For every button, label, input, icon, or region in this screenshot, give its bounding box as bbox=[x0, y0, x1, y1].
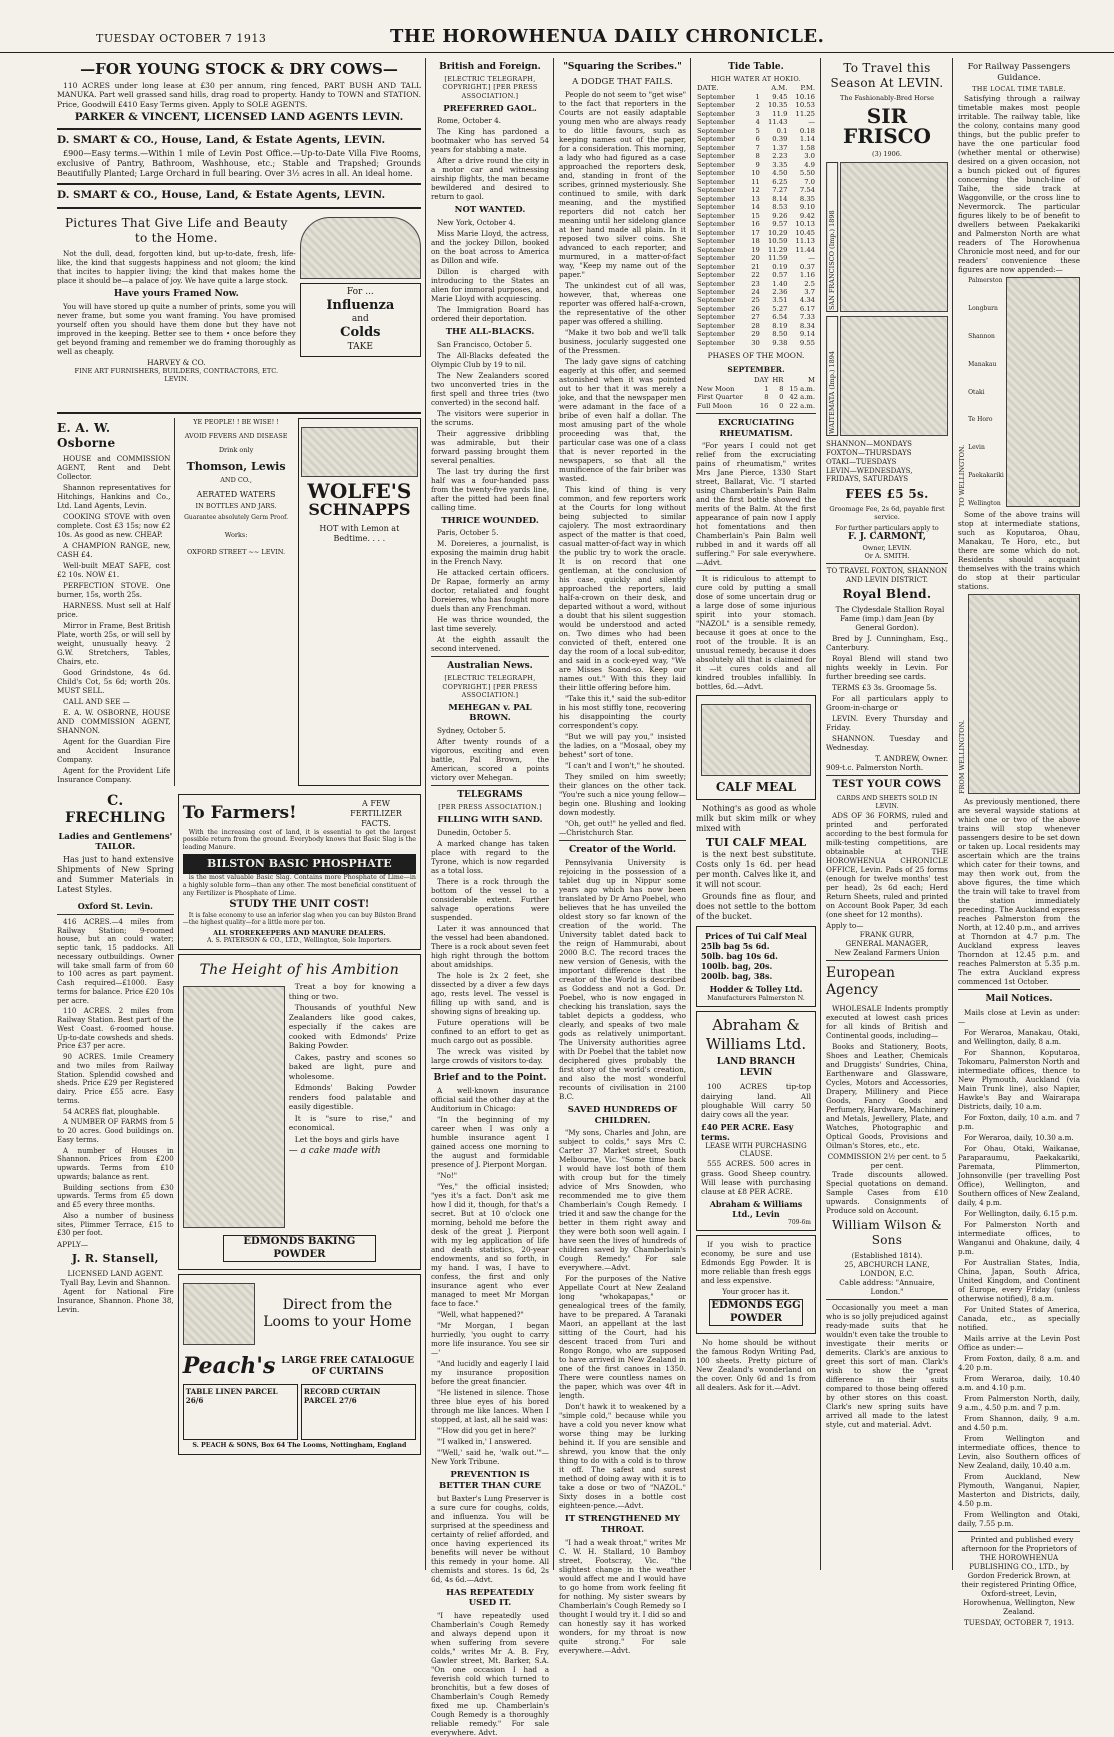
tide-cell: September bbox=[697, 92, 735, 101]
tide-cell: 9.57 bbox=[772, 220, 788, 229]
tide-cell: 21 bbox=[751, 262, 760, 271]
tui-calf-meal-advert: CALF MEAL bbox=[696, 695, 816, 800]
tide-cell: September bbox=[697, 262, 735, 271]
tide-cell: September bbox=[697, 109, 735, 118]
tide-cell: September bbox=[697, 135, 735, 144]
tide-cell: September bbox=[697, 271, 735, 280]
young-stock-text: 110 ACRES under long lease at £30 per annum, ring fenced, PART BUSH AND TALL MANUKA. Part well grassed sand hills, drag road to property. Handy to TOWN and STATION. Price, Goodwill £410 Easy Terms given. Apply to SOLE AGENTS. bbox=[57, 80, 421, 109]
young-stock-heading: —FOR YOUNG STOCK & DRY COWS— bbox=[80, 60, 398, 78]
tide-cell: September bbox=[697, 118, 735, 127]
pictures-text: Not the dull, dead, forgotten kind, but up-to-date, fresh, life-like, the kind that suggests happiness and not gloom; the kind that incites to happier living; the kind that makes home the place it should be—a palace of joy. We have quite a large stock. bbox=[57, 248, 296, 285]
tide-cell: 0.19 bbox=[772, 262, 788, 271]
tide-cell: 7.27 bbox=[772, 186, 788, 195]
moon-phase-cell: 1 bbox=[764, 384, 769, 393]
moon-phase-cell: 8 bbox=[764, 393, 769, 402]
tide-cell: 9 bbox=[755, 160, 760, 169]
tide-row bbox=[696, 237, 816, 245]
tide-cell: 19 bbox=[751, 245, 760, 254]
tide-cell: 13 bbox=[751, 194, 760, 203]
tide-cell: September bbox=[697, 245, 735, 254]
timetable-from-wellington: FROM WELLINGTON. bbox=[958, 594, 1080, 794]
bilston-advert: To Farmers! A FEW FERTILIZER FACTS. With the increasing cost of land, it is essential to get the largest possible return from the ground. Everybody knows that Basic Slag is the leading Manure. BILSTON BASIC PHOSPHATE is the most valuable Basic Slag. Contains more Phosphate of Lime—in a highly soluble form—than any other. The most beneficial constituent of any Fertilizer is Phosphate of Lime. STUDY THE UNIT COST! It is false economy to use an inferior slag when you can buy Bilston Brand—the highest quality—for a little more per ton. ALL STOREKEEPERS AND MANURE DEALERS. A. S. PATERSON & CO., LTD., Wellington, Sole Importers. bbox=[178, 794, 421, 950]
tide-cell: 10.53 bbox=[795, 101, 815, 110]
tide-cell: 1.40 bbox=[772, 279, 788, 288]
tide-cell: 10.16 bbox=[795, 92, 815, 101]
railway-column: For Railway Passengers Guidance. THE LOCAL TIME TABLE. Satisfying through a railway timetable makes most people irritable. The railway table, like the colony, contains many good things, but the public prefer to have the one particular food (whether mental or otherwise) desired on a given occasion, not a bunch picked out of figures concerning the bunch-line of Taihe, the side track at Waggonville, or the cross line to Nevermorck. The particular figures likely to be of benefit to dwellers between Paekakariki and Palmerston North are what readers of The Horowhenua Chronicle most need, and for our readers' convenience these figures are now appended:— TO WELLINGTON. Palmerston Longburn Shannon Manakau Otaki Te Horo Levin Paekakariki Wellington Some of the above trains will stop at intermediate stations, such as Koputaroa, Ohau, Manakau, Te Horo, etc., but there are some which do not. Residents should acquaint themselves with the trains which do stop at their particular stations. FROM WELLINGTON. As previously mentioned, there are several wayside stations at which one or two of the above trains will stop whenever passengers desire to be set down or taken up. Local residents may ascertain which are the trains which cater for their towns, and may then work out, from the above figures, the time which the train will take to travel from the station immediately preceding. The Auckland express reaches Palmerston from the North, at 12.40 p.m., and arrives at Thorndon at 4.7 p.m. The Auckland express leaves Thorndon at 12.45 p.m. and reaches Palmerston at 5.35 p.m. The extra Auckland express commenced 1st October. Mail Notices. Mails close at Levin as under:— For Weraroa, Manakau, Otaki, and Wellington, daily, 8 a.m. For Shannon, Koputaroa, Tokomaru, Palmerston North and intermediate offices, thence to New Plymouth, Auckland (via Main Trunk line), also Napier, Hawke's Bay and Wairarapa Districts, daily, 10 a.m. For Foxton, daily, 10 a.m. and 7 p.m. For Weraroa, daily, 10.30 a.m. For Ohau, Otaki, Waikanae, Paraparaumu, Paekakariki, Paremata, Plimmerton, Johnsonville (per travelling Post Office), Wellington, and Southern offices of New Zealand, daily, 4 p.m. For Wellington, daily, 6.15 p.m. For Palmerston North and intermediate offices, to Wanganui and Ohakune, daily, 4 p.m. For Australian States, India, China, Japan, South Africa, United Kingdom, and Continent of Europe, every Friday (unless otherwise notified), 8 a.m. For United States of America, Canada, etc., as specially notified. Mails arrive at the Levin Post Office as under:— From Foxton, daily, 8 a.m. and 4.20 p.m. From Weraroa, daily, 10.40 a.m. and 4.10 p.m. From Palmerston North, daily, 9 a.m., 4.50 p.m. and 7 p.m. From Shannon, daily, 9 a.m. and 4.50 p.m. From Wellington and intermediate offices, thence to Levin, also Southern offices of New Zealand, daily, 10.40 a.m. From Auckland, New Plymouth, Wanganui, Napier, Masterton and Districts, daily, 4.50 p.m. From Wellington and Otaki, daily, 7.55 p.m. Printed and published every afternoon for the Proprietors of THE HOROWHENUA PUBLISHING CO., LTD., by Gordon Frederick Brown, at their registered Printing Office, Oxford-street, Levin, Horowhenua, Wellington, New Zealand. TUESDAY, OCTOBER 7, 1913. bbox=[958, 62, 1080, 1627]
newspaper-title: THE HOROWHENUA DAILY CHRONICLE. bbox=[390, 26, 825, 47]
smart-agents-heading: D. SMART & CO., House, Land, & Estate Agents, LEVIN. bbox=[57, 134, 386, 147]
pictures-advert bbox=[57, 213, 296, 408]
tide-cell: 0.57 bbox=[772, 271, 788, 280]
tide-cell: 3.51 bbox=[772, 296, 788, 305]
tide-cell: September bbox=[697, 152, 735, 161]
tide-row bbox=[696, 280, 816, 288]
tide-cell: September bbox=[697, 203, 735, 212]
tide-row bbox=[696, 186, 816, 194]
edmonds-ambition-advert: The Height of his Ambition Treat a boy for knowing a thing or two. Thousands of youthful New Zealanders like good cakes, especially if the cakes are cooked with Edmonds' Prize Baking Powder. Cakes, pastry and scones so baked are light, pure and wholesome. Edmonds' Baking Powder renders food palatable and easily digestible. It is "sure to rise," and economical. Let the boys and girls have — a cake made with EDMONDS BAKING POWDER bbox=[178, 954, 421, 1271]
news-column-scribes: "Squaring the Scribes." A DODGE THAT FAILS. People do not seem to "get wise" to the fact that reporters in the Courts are not easily adaptable young men who are always ready to do little favours, such as keeping names out of the paper, for a consideration. This morning, a lady who had figured as a case approached the reporters desk, and, standing in front of the scribes, grinned mysteriously. She continued to smile, with dark meaning, and the mystified reporters did not catch her meaning until her sidelong glance at her hand made all plain. In it reposed two silver coins. She advanced to each reporter, and murmured, in a matter-of-fact way, "Keep my name out of the paper." The unkindest cut of all was, however, that, whereas one reporter was offered half-a-crown, the representative of the other paper was offered a shilling. "Make it two bob and we'll talk business, jocularly suggested one of the Pressmen. The lady gave signs of catching eagerly at this offer, and seemed astonished when it was pointed out to her that it was merely a joke, and that the newspaper men were adamant in the face of a bribe of even half a dollar. The most amusing part of the whole proceeding was that, the particular case was one of a class that is never reported in the newspapers, so that all the munificence of the fair briber was wasted. This kind of thing is very common, and few reporters work at the Courts for long without being subjected to similar cajolery. The most extraordinary aspect of the matter is that coed, casual matter-of-fact way in which the public try to work the oracle. It is on record that one gentleman, at the conclusion of his case, quickly and silently approached the reporters, laid half-a-crown on their desk, and departed without a word, without a doubt that his silent suggestion would be understood and acted on. Two dimes who had been convicted of theft, entered one day the room of a local sub-editor, and said in a cock-eyed way, "We are Misses Soand-so. Keep our names out." With this they laid their little offering before him. "Take this it," said the sub-editor in his most stiffly tone, recovering his disappointing the courty correspondent's copy. "But we will pay you," insisted the ladies, on a "Mosaal, obey my behest" sort of tone. "I can't and I won't," he shouted. They smiled on him sweetly; their glances on the other tack. "You're such a nice young fellow—begin one. Blushing and looking down modestly. "Oh, get out!" he yelled and fled.—Christchurch Star. Creator of the World. Pennsylvania University is rejoicing in the possession of a tablet dug up in Nippur some years ago which has now been translated by Dr Arno Poebel, who believes that he has unveiled the oldest story so far known of the creation of the world. The University tablet dated back to the reign of Hammurabi, about 2000 B.C. The record traces the new version of Genesis, with the important difference that the creator of the World is described as Goddess and not a God. Dr. Poebel, who is now engaged in checking his translation, says the tablet depicts a goddess, who clearly, and speaks of two male gods as relatively unimportant. The University authorities agree with Dr Poebel that the tablet now deciphered gives probably the first story of the world's creation, and also the most wonderful recounts of civilisation in 2100 B.C. SAVED HUNDREDS OF CHILDREN. "My sons, Charles and John, are subject to colds," says Mrs C. Carter 37 Market street, South Melbourne, Vic. "Some time back I would have lost both of them with croup but for the timely advice of Mrs Snowden, who recommended me to give them Chamberlain's Cough Remedy. I tried it and saw the change for the better in them right away and they were both soon well again. I have seen the lives of hundreds of children saved by Chamberlain's Cough Remedy." For sale everywhere.—Advt. For the purposes of the Native Appellate Court at New Zealand long "whokapapas," or genealogical trees of the family, have to be prepared. A Taranaki Maori, an appellant at the last sitting of the Court, had his descent traced from Turi and Rongo Rongo, who are supposed to have arrived in New Zealand in one of the first canoes in 1350. There were countless names on the paper, which was over 4ft in length. Don't hawk it to weakened by a "simple cold," because while you have a cold you never know what worse thing may be lurking behind it. If you are sensible and shrewd, you know that the only thing to do with a cold is to throw it off. The safest and surest method of doing away with it is to take a dose or two of "NAZOL." Sixty doses in a bottle cost eighteen-pence.—Advt. IT STRENGTHENED MY THROAT. "I had a weak throat," writes Mr C. W. H. Stallard, 10 Bamboy street, Footscray, Vic. "the slightest change in the weather would affect me and I would have to go home from work feeling fit for nothing. My sister swears by Chamberlain's Cough Remedy so I thought I would try it. I did so and can honestly say it has worked wonders, for my throat is now quite strong." For sale everywhere.—Advt. bbox=[559, 62, 686, 1655]
illustration-figure bbox=[300, 217, 421, 279]
tide-cell: 9.10 bbox=[799, 203, 815, 212]
tide-row bbox=[696, 144, 816, 152]
tide-cell: 10.13 bbox=[795, 220, 815, 229]
tide-row bbox=[696, 212, 816, 220]
tide-cell: 9.38 bbox=[772, 338, 788, 347]
osborne-title: E. A. W. Osborne bbox=[57, 420, 116, 450]
tide-cell: 26 bbox=[751, 304, 760, 313]
osborne-row bbox=[57, 418, 421, 786]
train-times-grid bbox=[1006, 277, 1080, 507]
tide-cell: 1.16 bbox=[799, 271, 815, 280]
tide-row bbox=[696, 93, 816, 101]
tide-cell: 3.0 bbox=[804, 152, 815, 161]
tide-cell: 11.13 bbox=[795, 237, 815, 246]
abraham-williams-advert: Abraham & Williams Ltd. LAND BRANCH LEVIN 100 ACRES tip-top dairying land. All ploughable Will carry 50 dairy cows all the year. £40 PER ACRE. Easy terms. LEASE WITH PURCHASING CLAUSE. 555 ACRES. 500 acres in grass. Good Sheep country. Will lease with purchasing clause at £8 PER ACRE. Abraham & Williams Ltd., Levin 709-6m bbox=[696, 1011, 816, 1231]
tide-cell: 3.7 bbox=[804, 288, 815, 296]
tide-cell: 29 bbox=[751, 330, 760, 339]
farmers-column bbox=[178, 790, 421, 1459]
frechling-name: C. FRECHLING bbox=[65, 792, 166, 827]
tide-row bbox=[696, 118, 816, 126]
tide-cell: 7.0 bbox=[804, 177, 815, 186]
tide-row bbox=[696, 152, 816, 160]
thomson-lewis-advert: YE PEOPLE! ! BE WISE! ! AVOID FEVERS AND DISEASE Drink only Thomson, Lewis AND CO., AERATED WATERS IN BOTTLES AND JARS. Guarantee absolutely Germ Proof. Works: OXFORD STREET ~~ LEVIN. bbox=[174, 418, 293, 786]
tide-cell: 6.25 bbox=[772, 177, 788, 186]
tide-cell: 10 bbox=[751, 169, 760, 178]
tide-cell: 6.17 bbox=[799, 304, 815, 313]
tide-cell: 4 bbox=[755, 118, 760, 127]
pedigree-chart-dam: WAITEMATA (Imp.) 1894 bbox=[826, 316, 948, 436]
moon-phases-table: DAY HR M New Moon 1 8 15 a.m. First Quarter 8 0 42 a.m. Full Moon 16 0 22 a.m. bbox=[697, 376, 815, 410]
tide-row bbox=[696, 169, 816, 177]
tide-cell: September bbox=[697, 296, 735, 305]
tide-row bbox=[696, 229, 816, 237]
tide-row bbox=[696, 296, 816, 304]
tide-cell: 11.44 bbox=[795, 245, 815, 254]
moon-phase-row bbox=[696, 393, 816, 401]
stallion-column: To Travel this Season At LEVIN. The Fashionably-Bred Horse SIR FRISCO (3) 1906. SAN FRANCISCO (Imp.) 1898 WAITEMATA (Imp.) 1894 SHANNON—MONDAYS FOXTON—THURSDAYS OTAKI—TUESDAYS LEVIN—WEDNESDAYS, FRIDAYS, SATURDAYS FEES £5 5s. Groomage Fee, 2s 6d, payable first service. For further particulars apply to F. J. CARMONT, Owner, LEVIN. Or A. SMITH. TO TRAVEL FOXTON, SHANNON AND LEVIN DISTRICT. Royal Blend. The Clydesdale Stallion Royal Fame (imp.) dam Jean (by General Gordon). Bred by J. Cunningham, Esq., Canterbury. Royal Blend will stand two nights weekly in Levin. For further breeding see cards. TERMS £3 3s. Groomage 5s. For all particulars apply to Groom-in-charge or LEVIN. Every Thursday and Friday. SHANNON. Tuesday and Wednesday. T. ANDREW, Owner. 909-t.c. Palmerston North. TEST YOUR COWS CARDS AND SHEETS SOLD IN LEVIN. ADS OF 36 FORMS, ruled and printed and perforated according to the best formula for milk-testing competitions, are obtainable at THE HOROWHENUA CHRONICLE OFFICE, Levin. Pads of 25 forms (enough for twelve months' test per head), 2s 6d each; Herd Return Sheets, ruled and printed on Account Book Paper, 3d each (one sheet for 12 months). Apply to— FRANK GURR, GENERAL MANAGER, New Zealand Farmers Union European Agency WHOLESALE Indents promptly executed at lowest cash prices for all kinds of British and Continental goods, including— Books and Stationery, Boots, Shoes and Leather, Chemicals and Druggists' Sundries, China, Earthenware and Glassware, Cycles, Motors and Accessories, Drapery, Millinery and Piece Goods, Fancy Goods and Perfumery, Hardware, Machinery and Metals, Jewellery, Plate, and Watches, Photographic and Optical Goods, Provisions and Oilman's Stores, etc., etc. COMMISSION 2½ per cent. to 5 per cent. Trade discounts allowed. Special quotations on demand. Sample Cases from £10 upwards. Consignments of Produce sold on Account. William Wilson & Sons (Established 1814). 25, ABCHURCH LANE, LONDON, E.C. Cable address: "Annuaire, London." Occasionally you meet a man who is so jolly prejudiced against ready-made suits that he wouldn't even take the trouble to investigate their merits or demerits. Clark's are anxious to greet this sort of man. Clark's wish to show the "great difference in their suits compared to those being offered by other stores on this coast. Clark's new spring suits have arrived all made to the latest style, cut and material. Advt. bbox=[826, 61, 948, 1429]
tide-cell: 4.9 bbox=[804, 160, 815, 169]
pedigree-chart: SAN FRANCISCO (Imp.) 1898 bbox=[826, 162, 948, 312]
harvey-name: HARVEY & CO. bbox=[147, 357, 206, 367]
tide-row bbox=[696, 305, 816, 313]
moon-phase-cell: 0 bbox=[779, 401, 784, 410]
tide-cell: 23 bbox=[751, 279, 760, 288]
moon-phase-cell: 8 bbox=[779, 384, 784, 393]
tide-cell: September bbox=[697, 143, 735, 152]
tide-row bbox=[696, 330, 816, 338]
column-rule bbox=[952, 58, 953, 1570]
farmers-row bbox=[57, 790, 421, 1459]
tide-cell: 25 bbox=[751, 296, 760, 305]
tide-cell: 7.54 bbox=[799, 186, 815, 195]
tide-cell: 1.58 bbox=[799, 143, 815, 152]
tide-cell: 4.50 bbox=[772, 169, 788, 178]
tide-cell: 5.50 bbox=[799, 169, 815, 178]
tide-cell: 8.19 bbox=[772, 321, 788, 330]
tide-cell: 17 bbox=[751, 228, 760, 237]
schnapps-advert: WOLFE'S SCHNAPPS HOT with Lemon at Bedtime. . . . bbox=[298, 418, 421, 786]
tide-cell: 8.53 bbox=[772, 203, 788, 212]
column-rule bbox=[425, 58, 426, 1570]
tide-cell: 24 bbox=[751, 288, 760, 296]
tide-cell: 11.43 bbox=[767, 118, 788, 127]
sir-frisco-name: SIR FRISCO bbox=[843, 104, 931, 149]
moon-phase-cell: 0 bbox=[779, 393, 784, 402]
tide-cell: 0.37 bbox=[799, 262, 815, 271]
column-rule bbox=[820, 58, 821, 1570]
tide-cell: 2.23 bbox=[772, 152, 788, 161]
tide-cell: 5.27 bbox=[772, 304, 788, 313]
tide-cell: 12 bbox=[751, 186, 760, 195]
tide-cell: 18 bbox=[751, 237, 760, 246]
tide-cell: 1.37 bbox=[772, 143, 788, 152]
tide-cell: 28 bbox=[751, 321, 760, 330]
tide-cell: 14 bbox=[751, 203, 760, 212]
tide-cell: September bbox=[697, 126, 735, 135]
tide-cell: 5 bbox=[755, 126, 760, 135]
tide-cell: 1.14 bbox=[799, 135, 815, 144]
pictures-row bbox=[57, 213, 421, 408]
tide-cell: September bbox=[697, 338, 735, 347]
tide-row bbox=[696, 135, 816, 143]
frechling-advert: C. FRECHLING Ladies and Gentlemens' TAILOR. Has just to hand extensive Shipments of New Spring and Summer Materials in Latest Styles. Oxford St. Levin. 416 ACRES.—4 miles from Railway Station; 9-roomed house, but an could water; septic tank, 15 paddocks. All necessary outbuildings. Owner will take small farm of from 60 to 100 acres as part payment. Cash required—£1000. Easy terms for balance. Price £20 10s per acre. 110 ACRES. 2 miles from Railway Station. Best part of the West Coast. 6-roomed house. Up-to-date cowsheds and sheds. Price £37 per acre. 90 ACRES. 1mile Creamery and two miles from Railway Station. Splendid cowshed and sheds. Price £29 per Registered dairy. Price £55 acre. Easy terms. 54 ACRES flat, ploughable. A NUMBER OF FARMS from 5 to 20 acres. Good buildings on. Easy terms. A number of Houses in Shannon. Prices from £200 upwards. Terms from £10 upwards; balance as rent. Building sections from £30 upwards. Terms from £5 down and £5 every three months. Also a number of business sites, Plimmer Terrace, £15 to £30 per foot. APPLY— J. R. Stansell, LICENSED LAND AGENT. Tyall Bay, Levin and Shannon. Agent for National Fire Insurance, Shannon. Phone 38, Levin. bbox=[57, 792, 174, 1314]
tide-row bbox=[696, 254, 816, 262]
tide-cell: 9.42 bbox=[799, 211, 815, 220]
tide-cell: 0.39 bbox=[772, 135, 788, 144]
tide-cell: 22 bbox=[751, 271, 760, 280]
tide-row bbox=[696, 101, 816, 109]
tide-cell: September bbox=[697, 186, 735, 195]
moon-phase-cell: 42 a.m. bbox=[789, 393, 815, 402]
tide-cell: 8 bbox=[755, 152, 760, 161]
pictures-title: Pictures That Give Life and Beauty to the Home. bbox=[64, 215, 288, 245]
tide-cell: September bbox=[697, 211, 735, 220]
tide-row bbox=[696, 339, 816, 347]
tide-cell: 9.55 bbox=[799, 338, 815, 347]
tide-cell: 6.54 bbox=[772, 313, 788, 322]
parker-vincent-agents: PARKER & VINCENT, LICENSED LAND AGENTS LEVIN. bbox=[74, 111, 404, 124]
tide-cell: September bbox=[697, 177, 735, 186]
tide-cell: 20 bbox=[751, 254, 760, 263]
tide-cell: 8.35 bbox=[799, 194, 815, 203]
tide-cell: 3 bbox=[755, 109, 760, 118]
advert-column bbox=[54, 58, 424, 1573]
station-list: Palmerston Longburn Shannon Manakau Otaki Te Horo Levin Paekakariki Wellington bbox=[968, 277, 1004, 507]
tide-cell: 0.18 bbox=[799, 126, 815, 135]
smart-villa-text: £900—Easy terms.—Within 1 mile of Levin Post Office.—Up-to-Date Villa Five Rooms, exclusive of Pantry, Bathroom, Washhouse, etc.; Stable and Trapshed; Grounds Beautifully Planted; Large Orchard in full bearing. Over 3½ acres in all. An ideal home. bbox=[57, 149, 421, 179]
tide-row bbox=[696, 195, 816, 203]
harvey-trade: FINE ART FURNISHERS, BUILDERS, CONTRACTORS, ETC. bbox=[74, 367, 279, 376]
tide-row bbox=[696, 110, 816, 118]
tide-cell: September bbox=[697, 194, 735, 203]
tide-cell: 11.59 bbox=[767, 254, 788, 263]
edmonds-egg-advert: If you wish to practice economy, be sure and use Edmonds Egg Powder. It is more reliable than fresh eggs and less expensive. Your grocer has it. EDMONDS EGG POWDER bbox=[696, 1235, 816, 1334]
calf-illustration bbox=[701, 704, 811, 776]
tide-title: Tide Table. bbox=[728, 62, 784, 72]
tide-cell: 9.26 bbox=[772, 211, 788, 220]
tide-cell: — bbox=[808, 118, 815, 127]
tide-cell: 7 bbox=[755, 143, 760, 152]
tide-row bbox=[696, 127, 816, 135]
tide-cell: September bbox=[697, 304, 735, 313]
bottle-illustration bbox=[301, 427, 418, 477]
tailor-title: Ladies and Gentlemens' TAILOR. bbox=[58, 831, 173, 853]
edmonds-tin-logo: EDMONDS BAKING POWDER bbox=[223, 1235, 376, 1262]
tide-cell: 9.14 bbox=[799, 330, 815, 339]
news-column-british: British and Foreign. [ELECTRIC TELEGRAPH, COPYRIGHT.] [PER PRESS ASSOCIATION.] PREFERRED GAOL. Rome, October 4. The King has pardoned a bootmaker who has served 54 years for stabbing a mate. After a drive round the city in a motor car and witnessing airship flights, the man became bewildered and desired to return to gaol. NOT WANTED. New York, October 4. Miss Marie Lloyd, the actress, and the jockey Dillon, booked on the boat across to America as Dillon and wife. Dillon is charged with introducing to the States an alien for immoral purposes, and Marie Lloyd with acquiescing. The Immigration Board has ordered their deportation. THE ALL-BLACKS. San Francisco, October 5. The All-Blacks defeated the Olympic Club by 19 to nil. The New Zealanders scored two unconverted tries in the first spell and three tries (two converted) in the second half. The visitors were superior in the scrums. Their aggressive dribbling was admirable, but their forward passing brought them several penalties. The last try during the first half was a four-handed pass from the twenty-five yards line, after the pitted had been final calling time. THRICE WOUNDED. Paris, October 5. M. Doreieres, a journalist, is exposing the maimin drug habit in the French Navy. He attacked certain officers. Dr Rapae, formerly an army doctor, retaliated and fought Doreieres, who has fought more duels than any Frenchman. He was thrice wounded, the last time severely. At the eighth assault the second intervened. Australian News. [ELECTRIC TELEGRAPH, COPYRIGHT.] [PER PRESS ASSOCIATION.] MEHEGAN v. PAL BROWN. Sydney, October 5. After twenty rounds of a vigorous, exciting and even battle, Pal Brown, the American, scored a points victory over Mehegan. TELEGRAMS [PER PRESS ASSOCIATION.] FILLING WITH SAND. Dunedin, October 5. A marked change has taken place with regard to the Tyrone, which is now regarded as a total loss. There is a rock through the bottom of the vessel to a considerable extent. Further salvage operations were suspended. Later it was announced that the vessel had been abandoned. There is a rock about seven feet high right through the bottom about amidships. The hole is 2x 2 feet, she dissected by a diver a few days ago, rests level. The vessel is filling up with sand, and is showing signs of breaking up. Future operations will be confined to an effort to get as much cargo out as possible. The wreck was visited by large crowds of visitors to-day. Brief and to the Point. A well-known insurance official said the other day at the Auditorium in Chicago: "In the beginning of my career when I was only a humble insurance agent I gained access one morning to the august and formidable presence of J. Pierpont Morgan. "No!" "Yes," the official insisted; "yes it's a fact. Don't ask me how I did it, though, for that's a secret. But at 10 o'clock one morning, behold me before the desk of the great J. Pierpont with my leg application of life and death statistics, 20-year endowments, and so forth, in my hand. I was, I have to confess, the first and only insurance agent who ever managed to meet Mr Morgan face to face." "Well, what happened?" "Mr Morgan, I began hurriedly, 'you ought to carry more life insurance. You see sir—' "And lucidly and eagerly I laid my insurance proposition before the great financier. "He listened in silence. Those three blue eyes of his bored through me like lances. When I stopped, at last, all he said was: "'How did you get in here?' "'I walked in,' I answered. "'Well,' said he, 'walk out.'"—New York Tribune. PREVENTION IS BETTER THAN CURE but Baxter's Lung Preserver is a sure cure for coughs, colds, and influenza. You will be surprised at the speediness and certainty of relief afforded, and once having experienced its benefits will never be without this remedy in your home. All chemists and stores. 1s 6d, 2s 6d, 4s 6d.—Advt. HAS REPEATEDLY USED IT. "I have repeatedly used Chamberlain's Cough Remedy and always depend upon it when suffering from severe colds," writes Mr A. B. Fry, Gawler street, Mt. Barker, S.A. "On one occasion I had a feverish cold which turned to bronchitis, but a few doses of Chamberlain's Cough Remedy fixed me up. Chamberlain's Cough Remedy is a thoroughly reliable remedy." For sale everywhere. Advt. bbox=[431, 62, 549, 1737]
pedigree-table bbox=[840, 162, 948, 312]
tide-cell: 9.45 bbox=[772, 92, 788, 101]
tide-cell: 2.36 bbox=[772, 288, 788, 296]
tide-cell: September bbox=[697, 228, 735, 237]
tide-cell: 8.14 bbox=[772, 194, 788, 203]
harvey-town: LEVIN. bbox=[164, 375, 189, 384]
looms-illustration bbox=[183, 1283, 255, 1345]
tide-cell: 27 bbox=[751, 313, 760, 322]
tide-cell: 30 bbox=[751, 338, 760, 347]
tide-row bbox=[696, 271, 816, 279]
stansell-name: J. R. Stansell, bbox=[71, 1252, 159, 1266]
tide-row bbox=[696, 178, 816, 186]
tide-cell: 2.5 bbox=[804, 279, 815, 288]
calf-meal-prices: Prices of Tui Calf Meal 25lb bag 5s 6d. 50lb. bag 10s 6d. 100lb. bag, 20s. 200lb. bag, 38s. Hodder & Tolley Ltd. Manufacturers Palmerston N. bbox=[696, 926, 816, 1007]
tide-row bbox=[696, 263, 816, 271]
tide-cell: 11 bbox=[751, 177, 760, 186]
peach-curtains-advert: Direct from the Looms to your Home Peach's LARGE FREE CATALOGUE OF CURTAINS TABLE LINEN PARCEL 26/6 RECORD CURTAIN PARCEL 27/6 S. PEACH & SONS, Box 64 The Looms, Nottingham, England bbox=[178, 1274, 421, 1454]
smart-agents-heading-2: D. SMART & CO., House, Land, & Estate Agents, LEVIN. bbox=[57, 189, 386, 202]
tide-cell: September bbox=[697, 254, 735, 263]
moon-phase-cell: 16 bbox=[759, 401, 769, 410]
moon-phase-cell: Full Moon bbox=[697, 401, 733, 410]
tide-cell: 1 bbox=[755, 92, 760, 101]
tide-cell: 11.29 bbox=[767, 245, 788, 254]
tide-cell: September bbox=[697, 160, 735, 169]
moon-phase-cell: 22 a.m. bbox=[789, 401, 815, 410]
tide-cell: September bbox=[697, 169, 735, 178]
tide-column: Tide Table. HIGH WATER AT HOKIO. DATE. A.M. P.M. September 1 9.45 10.16 September 2 10.35 10.53 September 3 11.9 11.25 September 4 11.43 — September 5 0.1 0.18 September 6 0.39 1.14 September 7 1.37 1.58 September 8 2.23 3.0 September 9 3.35 4.9 September 10 4.50 5.50 September 11 6.25 7.0 September 12 7.27 7.54 September 13 8.14 8.35 September 14 8.53 9.10 September 15 9.26 9.42 September 16 9.57 10.13 September 17 10.29 10.45 September 18 10.59 11.13 September 19 11.29 11.44 September 20 11.59 — September 21 0.19 0.37 September 22 0.57 1.16 September 23 1.40 2.5 September 24 2.36 3.7 September 25 3.51 4.34 September 26 5.27 6.17 September 27 6.54 7.33 September 28 8.19 8.34 September 29 8.50 9.14 September 30 9.38 9.55 PHASES OF THE MOON. SEPTEMBER. DAY HR M New Moon 1 8 15 a.m. First Quarter 8 0 42 a.m. Full Moon 16 0 22 a.m. EXCRUCIATING RHEUMATISM. "For years I could not get relief from the excruciating pains of rheumatism," writes Mrs Jane Pierce, 1330 Start street, Ballarat, Vic. "I started using Chamberlain's Pain Balm and the first bottle showed the merits of the Balm. At the first appearance of pain now I apply hot fomentations and then Chamberlain's Pain Balm well rubbed in and it wards off all suffering." For sale everywhere.—Advt. It is ridiculous to attempt to cure cold by putting a small dose of some uncertain drug or a large dose of some injurious spirit into your stomach. "NAZOL" is a sensible remedy, because it goes at once to the root of the trouble. It is an unusual remedy, because it does absolutely all that is claimed for it —it cures colds and all kindred troubles infallibly. In bottles, 6d.—Advt. CALF MEAL Nothing's as good as whole milk but skim milk or whey mixed with TUI CALF MEAL is the next best substitute. Costs only 1s 6d. per head per month. Calves like it, and it will not scour. Grounds fine as flour, and does not settle to the bottom of the bucket. Prices of Tui Calf Meal 25lb bag 5s 6d. 50lb. bag 10s 6d. 100lb. bag, 20s. 200lb. bag, 38s. Hodder & Tolley Ltd. Manufacturers Palmerston N. Abraham & Williams Ltd. LAND BRANCH LEVIN 100 ACRES tip-top dairying land. All ploughable Will carry 50 dairy cows all the year. £40 PER ACRE. Easy terms. LEASE WITH PURCHASING CLAUSE. 555 ACRES. 500 acres in grass. Good Sheep country. Will lease with purchasing clause at £8 PER ACRE. Abraham & Williams Ltd., Levin 709-6m If you wish to practice economy, be sure and use Edmonds Egg Powder. It is more reliable than fresh eggs and less expensive. Your grocer has it. EDMONDS EGG POWDER No home should be without the famous Rodyn Writing Pad, 100 sheets. Pretty picture of New Zealand's wonderland on the cover. Only 6d and 1s from all dealers. Ask for it.—Advt. bbox=[696, 62, 816, 1393]
tide-cell: 8.34 bbox=[799, 321, 815, 330]
moon-phase-cell: New Moon bbox=[697, 384, 735, 393]
tide-row bbox=[696, 203, 816, 211]
tide-cell: 6 bbox=[755, 135, 760, 144]
moon-phase-row bbox=[696, 402, 816, 410]
tide-cell: 8.50 bbox=[772, 330, 788, 339]
tide-cell: 2 bbox=[755, 101, 760, 110]
tide-cell: September bbox=[697, 330, 735, 339]
tide-cell: 10.45 bbox=[795, 228, 815, 237]
tide-cell: 0.1 bbox=[776, 126, 788, 135]
boy-on-ladder-illustration bbox=[183, 986, 285, 1228]
tide-row bbox=[696, 313, 816, 321]
tide-cell: September bbox=[697, 237, 735, 246]
tide-cell: 3.35 bbox=[772, 160, 788, 169]
column-rule bbox=[690, 58, 691, 1570]
influenza-advert bbox=[300, 213, 421, 408]
tide-cell: 15 bbox=[751, 211, 760, 220]
tide-cell: 11.9 bbox=[772, 109, 788, 118]
tide-cell: 10.29 bbox=[767, 228, 788, 237]
tide-table: DATE. A.M. P.M. September 1 9.45 10.16 September 2 10.35 10.53 September 3 11.9 11.25 September 4 11.43 — September 5 0.1 0.18 September 6 0.39 1.14 September 7 1.37 1.58 September 8 2.23 3.0 September 9 3.35 4.9 September 10 4.50 5.50 September 11 6.25 7.0 September 12 7.27 7.54 September 13 8.14 8.35 September 14 8.53 9.10 September 15 9.26 9.42 September 16 9.57 10.13 September 17 10.29 10.45 September 18 10.59 11.13 September 19 11.29 11.44 September 20 11.59 — September 21 0.19 0.37 September 22 0.57 1.16 September 23 1.40 2.5 September 24 2.36 3.7 September 25 3.51 4.34 September 26 5.27 6.17 September 27 6.54 7.33 September 28 8.19 8.34 September 29 8.50 9.14 September 30 9.38 9.55 bbox=[697, 84, 815, 347]
moon-phase-cell: 15 a.m. bbox=[789, 384, 815, 393]
framed-title: Have yours Framed Now. bbox=[113, 288, 239, 299]
issue-date: TUESDAY OCTOBER 7 1913 bbox=[96, 32, 267, 45]
tide-cell: — bbox=[808, 254, 815, 263]
tide-row bbox=[696, 322, 816, 330]
tide-cell: 10.35 bbox=[767, 101, 788, 110]
column-rule bbox=[553, 58, 554, 1570]
tide-cell: 10.59 bbox=[767, 237, 788, 246]
tide-cell: September bbox=[697, 313, 735, 322]
timetable-to-wellington: TO WELLINGTON. Palmerston Longburn Shannon Manakau Otaki Te Horo Levin Paekakariki Wellington bbox=[958, 277, 1080, 507]
moon-phase-cell: First Quarter bbox=[697, 393, 743, 402]
tide-row bbox=[696, 220, 816, 228]
framed-text: You will have stored up quite a number of prints, some you will never frame, but some you want framing. You have promised yourself often you should have them done but they have not improved in the keeping. Better see to them • once before they get beyond framing and remember we do framing thoroughly as well as cheaply. bbox=[57, 301, 296, 356]
tide-cell: September bbox=[697, 220, 735, 229]
tide-cell: September bbox=[697, 101, 735, 110]
tide-cell: September bbox=[697, 279, 735, 288]
tide-row bbox=[696, 246, 816, 254]
moon-phase-row bbox=[696, 385, 816, 393]
osborne-advert: E. A. W. Osborne HOUSE and COMMISSION AGENT, Rent and Debt Collector. Shannon representatives for Hitchings, Hankins and Co., Ltd. Land Agents, Levin. COOKING STOVE with oven complete. Cost £3 15s; now £2 10s. As good as new. CHEAP. A CHAMPION RANGE, new, CASH £4. Well-built MEAT SAFE, cost £2 10s. NOW £1. PERFECTION STOVE. One burner, 15s, worth 25s. HARNESS. Must sell at Half price. Mirror in Frame, Best British Plate, worth 25s, or will sell by weight, unusually heavy. 2 G.W. Stretchers, Tables, Chairs, etc. Good Grindstone, 4s 6d. Child's Cot, 5s 6d; worth 20s. MUST SELL. CALL AND SEE — E. A. W. OSBORNE, HOUSE AND COMMISSION AGENT, SHANNON. Agent for the Guardian Fire and Accident Insurance Company. Agent for the Provident Life Insurance Company. bbox=[57, 420, 171, 784]
train-times-grid-return bbox=[968, 594, 1080, 794]
tide-cell: 16 bbox=[751, 220, 760, 229]
pedigree-table-dam bbox=[840, 316, 948, 436]
tide-cell: September bbox=[697, 321, 735, 330]
tide-cell: 7.33 bbox=[799, 313, 815, 322]
tide-cell: 4.34 bbox=[799, 296, 815, 305]
influenza-box: For ... Influenza and Colds TAKE bbox=[300, 283, 421, 357]
tide-row bbox=[696, 288, 816, 296]
masthead bbox=[0, 0, 1114, 53]
tide-cell: 11.25 bbox=[795, 109, 815, 118]
tide-cell: September bbox=[697, 288, 735, 296]
tide-row bbox=[696, 161, 816, 169]
